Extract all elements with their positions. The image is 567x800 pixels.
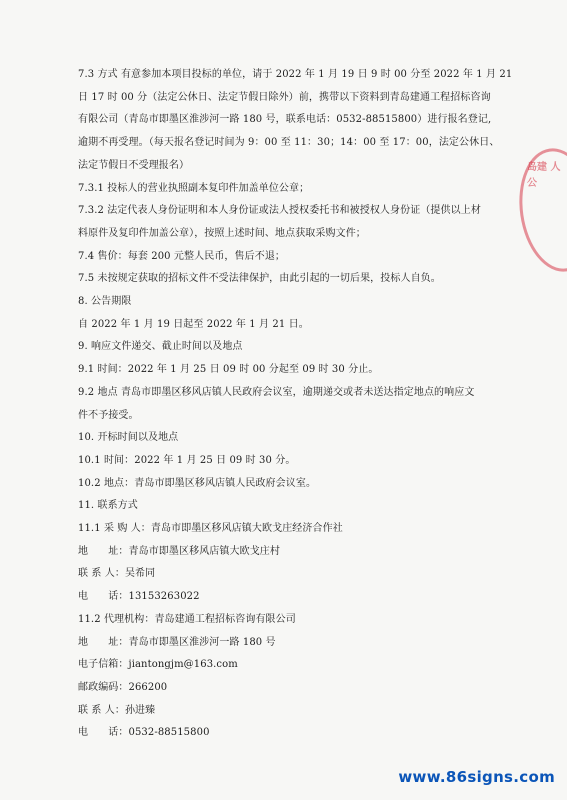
text-line: 10.2 地点：青岛市即墨区移风店镇人民政府会议室。 bbox=[78, 477, 317, 489]
document-body bbox=[78, 64, 513, 745]
text-line: 逾期不再受理。（每天报名登记时间为 9：00 至 11：30；14：00 至 17：00，法定公休日、 bbox=[78, 137, 500, 149]
text-line: 件不予接受。 bbox=[78, 409, 139, 421]
text-line: 法定节假日不受理报名） bbox=[78, 159, 190, 171]
text-line: 7.3.2 法定代表人身份证明和本人身份证或法人授权委托书和被授权人身份证（提供以上材 bbox=[78, 205, 481, 217]
text-line: 电 话：0532-88515800 bbox=[78, 727, 210, 739]
text-line: 9.1 时间：2022 年 1 月 25 日 09 时 00 分起至 09 时 30 分止。 bbox=[78, 364, 379, 376]
section-heading: 11. 联系方式 bbox=[78, 500, 138, 512]
text-line: 地 址：青岛市即墨区移风店镇大欧戈庄村 bbox=[78, 545, 280, 557]
text-line: 自 2022 年 1 月 19 日起至 2022 年 1 月 21 日。 bbox=[78, 318, 309, 330]
text-line: 邮政编码：266200 bbox=[78, 681, 168, 693]
text-line: 7.3.1 投标人的营业执照副本复印件加盖单位公章； bbox=[78, 182, 310, 194]
text-line: 日 17 时 00 分（法定公休日、法定节假日除外）前，携带以下资料到青岛建通工程招标咨询 bbox=[78, 91, 491, 103]
email-line: 电子信箱：jiantongjm@163.com bbox=[78, 659, 238, 671]
section-heading: 8. 公告期限 bbox=[78, 296, 132, 308]
text-line: 9.2 地点 青岛市即墨区移风店镇人民政府会议室，逾期递交或者未送达指定地点的响应文 bbox=[78, 386, 475, 398]
section-heading: 10. 开标时间以及地点 bbox=[78, 432, 179, 444]
text-line: 料原件及复印件加盖公章），按照上述时间、地点获取采购文件； bbox=[78, 227, 366, 239]
seal-stamp-text: 岛建 人 公 bbox=[527, 162, 561, 189]
text-line: 联 系 人：吴希同 bbox=[78, 568, 156, 580]
text-line: 电 话：13153263022 bbox=[78, 591, 200, 603]
text-line: 地 址：青岛市即墨区淮涉河一路 180 号 bbox=[78, 636, 276, 648]
text-line: 10.1 时间：2022 年 1 月 25 日 09 时 30 分。 bbox=[78, 454, 296, 466]
text-line: 7.4 售价：每套 200 元整人民币，售后不退； bbox=[78, 250, 286, 262]
text-line: 11.1 采 购 人：青岛市即墨区移风店镇大欧戈庄经济合作社 bbox=[78, 523, 343, 535]
text-line: 有限公司（青岛市即墨区淮涉河一路 180 号，联系电话：0532-88515800）进行报名登记, bbox=[78, 114, 492, 126]
watermark: www.86signs.com bbox=[398, 768, 555, 786]
text-line: 联 系 人：孙进臻 bbox=[78, 704, 156, 716]
text-line: 7.5 未按规定获取的招标文件不受法律保护，由此引起的一切后果，投标人自负。 bbox=[78, 273, 441, 285]
section-heading: 9. 响应文件递交、截止时间以及地点 bbox=[78, 341, 243, 353]
text-line: 11.2 代理机构：青岛建通工程招标咨询有限公司 bbox=[78, 613, 296, 625]
text-line: 7.3 方式 有意参加本项目投标的单位，请于 2022 年 1 月 19 日 9 时 00 分至 2022 年 1 月 21 bbox=[78, 69, 513, 80]
